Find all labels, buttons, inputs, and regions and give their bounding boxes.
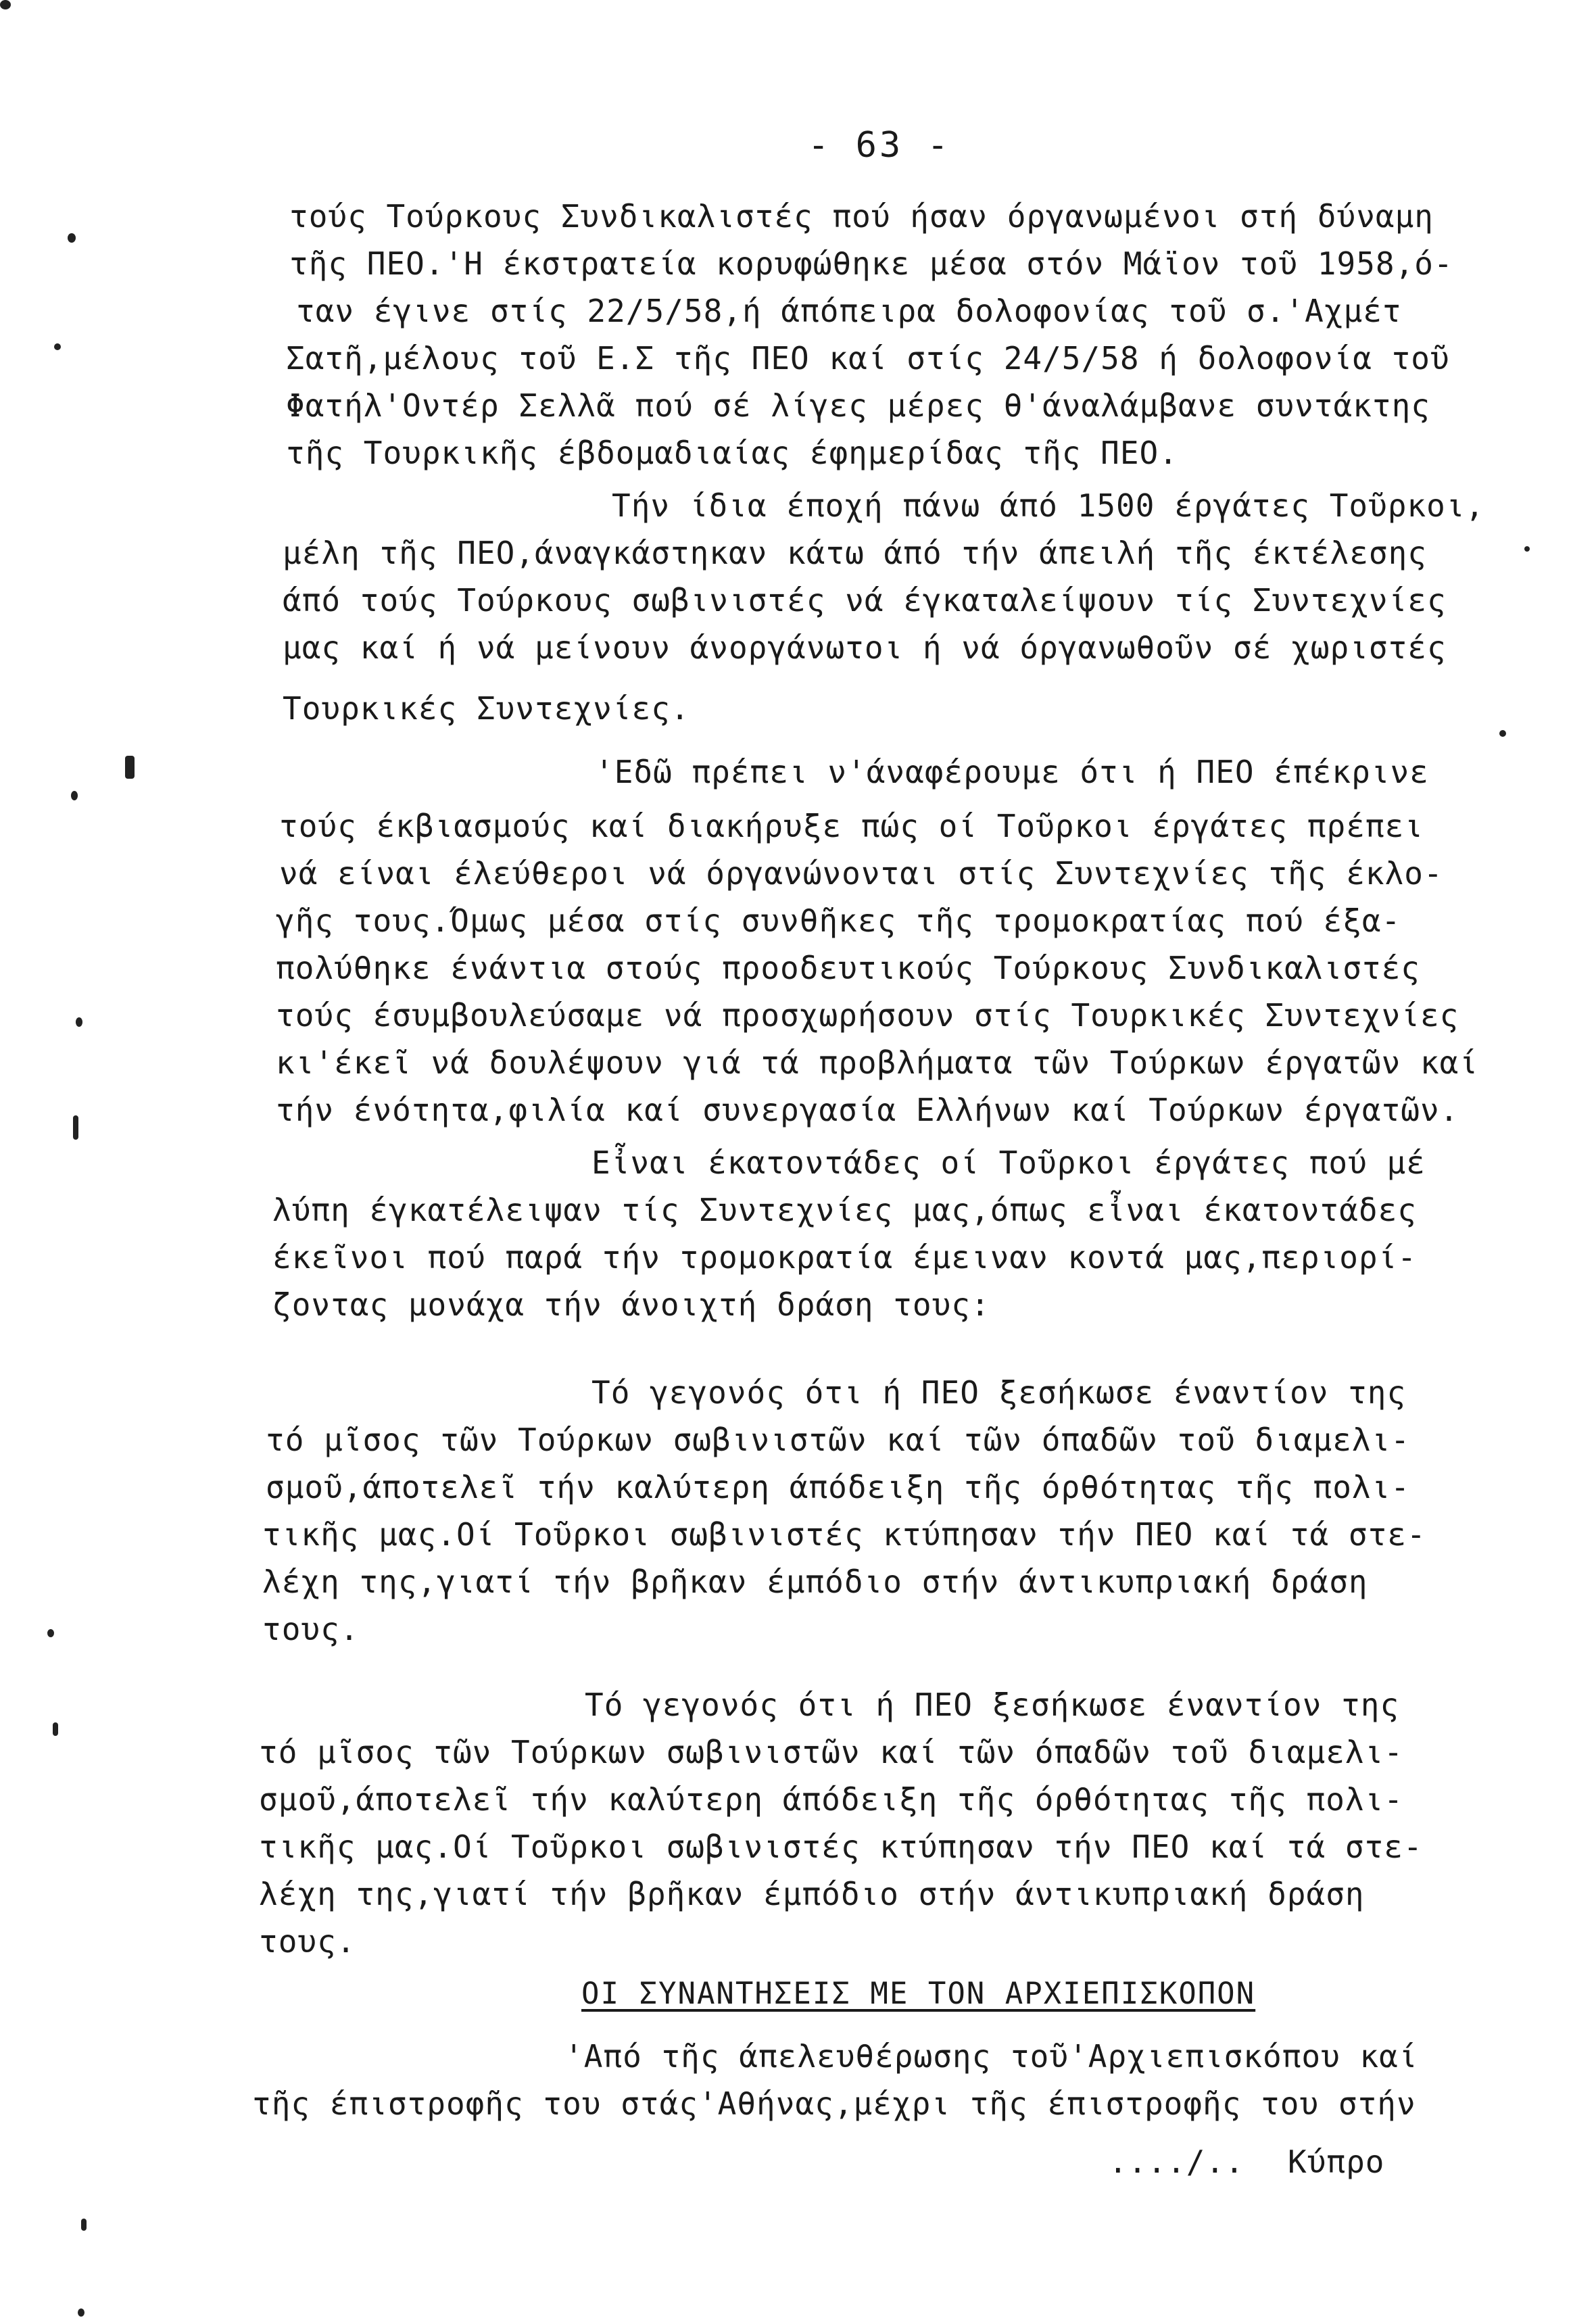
scan-speck (0, 0, 11, 9)
paragraph-4-line-1: Εἶναι έκατοντάδες οί Τοῦρκοι έργάτες πού μέ (591, 1144, 1426, 1181)
paragraph-2-line-2: μέλη τῆς ΠΕΟ,άναγκάστηκαν κάτω άπό τήν άπειλή τῆς έκτέλεσης (283, 535, 1427, 571)
paragraph-3-line-6: τούς έσυμβουλεύσαμε νά προσχωρήσουν στίς Τουρκικές Συντεχνίες (276, 997, 1459, 1034)
paragraph-6-line-1: Τό γεγονός ότι ή ΠΕΟ ξεσήκωσε έναντίον της (585, 1687, 1400, 1723)
paragraph-6-line-3: σμοῦ,άποτελεῖ τήν καλύτερη άπόδειξη τῆς όρθότητας τῆς πολι- (259, 1781, 1403, 1818)
scan-speck (47, 1629, 54, 1637)
final-paragraph-line-1: 'Από τῆς άπελευθέρωσης τοῦ'Αρχιεπισκόπου καί (564, 2038, 1418, 2075)
scan-speck (68, 233, 76, 243)
paragraph-5-line-1: Τό γεγονός ότι ή ΠΕΟ ξεσήκωσε έναντίον της (591, 1374, 1407, 1411)
paragraph-2-line-1: Τήν ίδια έποχή πάνω άπό 1500 έργάτες Τοῦρκοι, (612, 487, 1485, 524)
paragraph-4-line-2: λύπη έγκατέλειψαν τίς Συντεχνίες μας,όπως εἶναι έκατοντάδες (272, 1192, 1417, 1228)
paragraph-5-line-4: τικῆς μας.Οί Τοῦρκοι σωβινιστές κτύπησαν τήν ΠΕΟ καί τά στε- (262, 1516, 1426, 1553)
scan-speck (78, 2308, 84, 2317)
scan-speck (1524, 546, 1530, 552)
continuation-marker: ..../.. (1109, 2144, 1244, 2180)
paragraph-5-line-3: σμοῦ,άποτελεῖ τήν καλύτερη άπόδειξη τῆς όρθότητας τῆς πολι- (266, 1469, 1410, 1505)
paragraph-3-line-3: νά είναι έλεύθεροι νά όργανώνονται στίς Συντεχνίες τῆς έκλο- (279, 855, 1443, 892)
page-number: - 63 - (808, 125, 951, 166)
continuation-next-word: Κύπρο (1288, 2144, 1385, 2180)
paragraph-3-line-1: 'Εδῶ πρέπει ν'άναφέρουμε ότι ή ΠΕΟ έπέκρινε (595, 754, 1429, 790)
paragraph-6-line-6: τους. (259, 1923, 356, 1960)
paragraph-2-line-3: άπό τούς Τούρκους σωβινιστές νά έγκαταλείψουν τίς Συντεχνίες (283, 582, 1447, 619)
paragraph-3-line-7: κι'έκεῖ νά δουλέψουν γιά τά προβλήματα τῶν Τούρκων έργατῶν καί (276, 1044, 1479, 1081)
scan-speck (125, 756, 135, 779)
scan-speck (73, 1115, 78, 1140)
final-paragraph-line-2: τῆς έπιστροφῆς του στάς'Αθήνας,μέχρι τῆς έπιστροφῆς του στήν (252, 2085, 1416, 2122)
paragraph-5-line-5: λέχη της,γιατί τήν βρῆκαν έμπόδιο στήν άντικυπριακή δράση (262, 1564, 1368, 1600)
paragraph-3-line-8: τήν ένότητα,φιλία καί συνεργασία Ελλήνων καί Τούρκων έργατῶν. (276, 1092, 1459, 1128)
paragraph-6-line-4: τικῆς μας.Οί Τοῦρκοι σωβινιστές κτύπησαν τήν ΠΕΟ καί τά στε- (259, 1829, 1423, 1865)
paragraph-5-line-6: τους. (262, 1611, 360, 1647)
scan-speck (76, 1017, 82, 1027)
paragraph-1-line-3: ταν έγινε στίς 22/5/58,ή άπόπειρα δολοφονίας τοῦ σ.'Αχμέτ (296, 293, 1402, 329)
paragraph-2-line-5: Τουρκικές Συντεχνίες. (283, 690, 690, 727)
paragraph-6-line-2: τό μῖσος τῶν Τούρκων σωβινιστῶν καί τῶν όπαδῶν τοῦ διαμελι- (259, 1734, 1403, 1770)
scan-speck (54, 343, 61, 350)
paragraph-3-line-4: γῆς τους.Όμως μέσα στίς συνθῆκες τῆς τρομοκρατίας πού έξα- (276, 902, 1401, 939)
paragraph-5-line-2: τό μῖσος τῶν Τούρκων σωβινιστῶν καί τῶν όπαδῶν τοῦ διαμελι- (266, 1422, 1410, 1458)
paragraph-1-line-5: Φατήλ'Οντέρ Σελλᾶ πού σέ λίγες μέρες θ'άναλάμβανε συντάκτης (286, 387, 1430, 424)
paragraph-4-line-4: ζοντας μονάχα τήν άνοιχτή δράση τους: (272, 1286, 990, 1323)
paragraph-6-line-5: λέχη της,γιατί τήν βρῆκαν έμπόδιο στήν άντικυπριακή δράση (259, 1876, 1365, 1912)
paragraph-3-line-2: τούς έκβιασμούς καί διακήρυξε πώς οί Τοῦρκοι έργάτες πρέπει (279, 808, 1424, 844)
section-heading: ΟΙ ΣΥΝΑΝΤΗΣΕΙΣ ΜΕ ΤΟΝ ΑΡΧΙΕΠΙΣΚΟΠΟΝ (581, 1977, 1256, 2011)
scan-speck (81, 2219, 87, 2231)
paragraph-1-line-4: Σατῆ,μέλους τοῦ Ε.Σ τῆς ΠΕΟ καί στίς 24/5/58 ή δολοφονία τοῦ (286, 340, 1450, 377)
scan-speck (53, 1722, 58, 1736)
paragraph-4-line-3: έκεῖνοι πού παρά τήν τρομοκρατία έμειναν κοντά μας,περιορί- (272, 1239, 1417, 1276)
scan-speck (71, 791, 78, 800)
paragraph-1-line-2: τῆς ΠΕΟ.'Η έκστρατεία κορυφώθηκε μέσα στόν Μάϊον τοῦ 1958,ό- (289, 245, 1453, 282)
paragraph-1-line-1: τούς Τούρκους Συνδικαλιστές πού ήσαν όργανωμένοι στή δύναμη (289, 198, 1434, 235)
paragraph-2-line-4: μας καί ή νά μείνουν άνοργάνωτοι ή νά όργανωθοῦν σέ χωριστές (283, 629, 1447, 666)
paragraph-3-line-5: πολύθηκε ένάντια στούς προοδευτικούς Τούρκους Συνδικαλιστές (276, 950, 1420, 986)
paragraph-1-line-6: τῆς Τουρκικῆς έβδομαδιαίας έφημερίδας τῆς ΠΕΟ. (286, 435, 1178, 471)
scan-speck (1499, 730, 1506, 737)
